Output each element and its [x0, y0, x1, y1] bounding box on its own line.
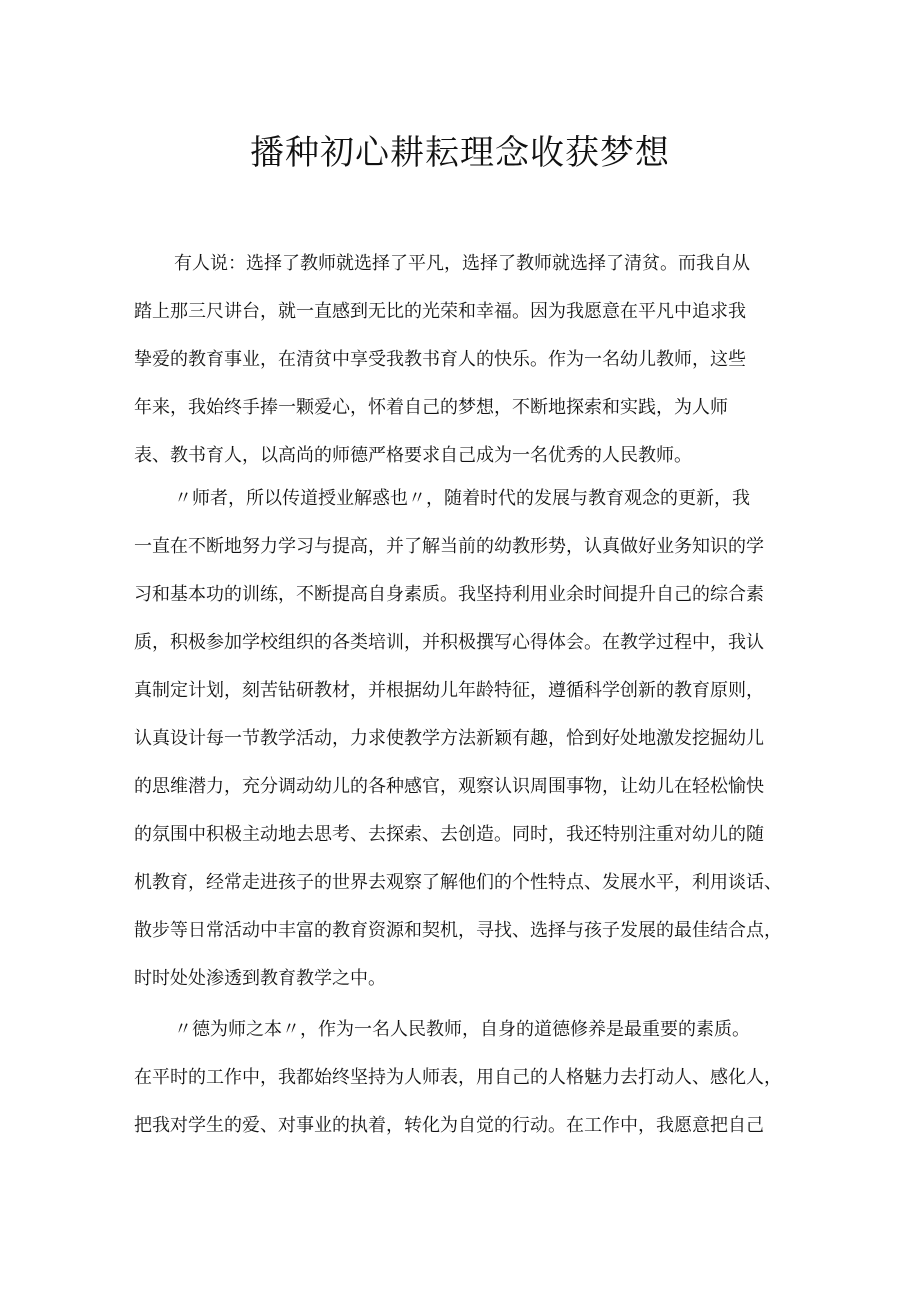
paragraph-line: 散步等日常活动中丰富的教育资源和契机，寻找、选择与孩子发展的最佳结合点，: [134, 920, 782, 941]
paragraph-line: 表、教书育人，以高尚的师德严格要求自己成为一名优秀的人民教师。: [134, 445, 692, 466]
paragraph-line: 质，积极参加学校组织的各类培训，并积极撰写心得体会。在教学过程中，我认: [134, 632, 764, 653]
paragraph-3: [134, 1006, 794, 1150]
paragraph-line: 的氛围中积极主动地去思考、去探索、去创造。同时，我还特别注重对幼儿的随: [134, 824, 764, 845]
document-title: 播种初心耕耘理念收获梦想: [250, 133, 670, 173]
paragraph-line: 把我对学生的爱、对事业的执着，转化为自觉的行动。在工作中，我愿意把自己: [134, 1115, 764, 1136]
paragraph-line: 〃师者，所以传道授业解惑也〃，随着时代的发展与教育观念的更新，我: [174, 488, 750, 509]
paragraph-1: [134, 240, 794, 480]
paragraph-line: 有人说：选择了教师就选择了平凡，选择了教师就选择了清贫。而我自从: [174, 253, 750, 274]
paragraph-line: 挚爱的教育事业，在清贫中享受我教书育人的快乐。作为一名幼儿教师，这些: [134, 349, 746, 370]
paragraph-line: 踏上那三尺讲台，就一直感到无比的光荣和幸福。因为我愿意在平凡中追求我: [134, 301, 746, 322]
paragraph-line: 机教育，经常走进孩子的世界去观察了解他们的个性特点、发展水平，利用谈话、: [134, 872, 782, 893]
paragraph-line: 习和基本功的训练，不断提高自身素质。我坚持利用业余时间提升自己的综合素: [134, 584, 764, 605]
paragraph-line: 的思维潜力，充分调动幼儿的各种感官，观察认识周围事物，让幼儿在轻松愉快: [134, 776, 764, 797]
paragraph-line: 真制定计划，刻苦钻研教材，并根据幼儿年龄特征，遵循科学创新的教育原则，: [134, 680, 764, 701]
paragraph-2: [134, 475, 794, 1003]
paragraph-line: 〃德为师之本〃，作为一名人民教师，自身的道德修养是最重要的素质。: [174, 1019, 750, 1040]
paragraph-line: 年来，我始终手捧一颗爱心，怀着自己的梦想，不断地探索和实践，为人师: [134, 397, 728, 418]
paragraph-line: 认真设计每一节教学活动，力求使教学方法新颖有趣，恰到好处地激发挖掘幼儿: [134, 728, 764, 749]
paragraph-line: 时时处处渗透到教育教学之中。: [134, 968, 386, 989]
paragraph-line: 一直在不断地努力学习与提高，并了解当前的幼教形势，认真做好业务知识的学: [134, 536, 764, 557]
paragraph-line: 在平时的工作中，我都始终坚持为人师表，用自己的人格魅力去打动人、感化人，: [134, 1067, 782, 1088]
